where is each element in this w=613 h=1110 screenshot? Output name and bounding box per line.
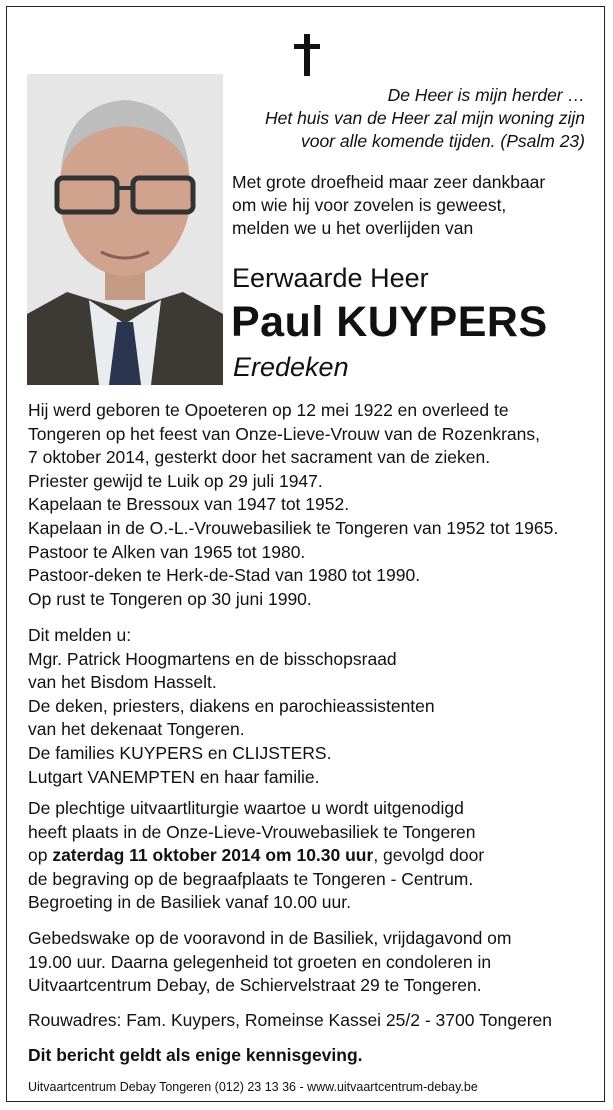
announcer-line: Lutgart VANEMPTEN en haar familie. bbox=[28, 766, 320, 787]
intro-text bbox=[232, 171, 545, 240]
announcer-line: De deken, priesters, diakens en parochieassistenten bbox=[28, 695, 435, 716]
wake-details bbox=[28, 927, 512, 998]
funeral-line: De plechtige uitvaartliturgie waartoe u wordt uitgenodigd bbox=[28, 798, 464, 818]
funeral-line: heeft plaats in de Onze-Lieve-Vrouwebasiliek te Tongeren bbox=[28, 821, 476, 842]
cross-icon bbox=[292, 34, 322, 76]
biography-line: Tongeren op het feest van Onze-Lieve-Vrouw van de Rozenkrans, bbox=[28, 423, 541, 444]
announcer-line: Dit melden u: bbox=[28, 625, 132, 645]
funeral-details bbox=[28, 797, 484, 915]
announcers bbox=[28, 624, 435, 789]
psalm-line: Het huis van de Heer zal mijn woning zijn bbox=[264, 108, 585, 128]
notice-text: Dit bericht geldt als enige kennisgeving. bbox=[28, 1045, 363, 1065]
intro-line: om wie hij voor zovelen is geweest, bbox=[232, 195, 507, 215]
wake-line: Gebedswake op de vooravond in de Basiliek, vrijdagavond om bbox=[28, 928, 512, 948]
intro-line: melden we u het overlijden van bbox=[232, 218, 474, 238]
wake-line: Uitvaartcentrum Debay, de Schiervelstraat 29 te Tongeren. bbox=[28, 975, 482, 996]
announcer-line: Mgr. Patrick Hoogmartens en de bisschopsraad bbox=[28, 648, 397, 669]
funeral-line: Begroeting in de Basiliek vanaf 10.00 uur. bbox=[28, 892, 351, 913]
biography-line: Kapelaan te Bressoux van 1947 tot 1952. bbox=[28, 494, 350, 515]
funeral-prefix: op bbox=[28, 845, 53, 866]
deceased-title: Eerwaarde Heer bbox=[232, 263, 429, 293]
mourning-address: Rouwadres: Fam. Kuypers, Romeinse Kassei 25/2 - 3700 Tongeren bbox=[28, 1010, 552, 1030]
funeral-suffix: , gevolgd door bbox=[373, 845, 485, 866]
deceased-name: Paul KUYPERS bbox=[231, 298, 548, 346]
portrait-photo bbox=[27, 74, 223, 385]
funeral-line bbox=[28, 844, 484, 868]
biography-line: Priester gewijd te Luik op 29 juli 1947. bbox=[28, 470, 323, 491]
announcer-line: van het Bisdom Hasselt. bbox=[28, 672, 217, 693]
psalm-line: De Heer is mijn herder … bbox=[387, 85, 585, 105]
psalm-line: voor alle komende tijden. (Psalm 23) bbox=[300, 131, 585, 151]
intro-line: Met grote droefheid maar zeer dankbaar bbox=[232, 172, 546, 192]
deceased-role: Eredeken bbox=[233, 352, 349, 382]
biography-line: Kapelaan in de O.-L.-Vrouwebasiliek te Tongeren van 1952 tot 1965. bbox=[28, 517, 559, 538]
announcer-line: De families KUYPERS en CLIJSTERS. bbox=[28, 742, 332, 763]
biography-line: 7 oktober 2014, gesterkt door het sacrament van de zieken. bbox=[28, 447, 491, 468]
announcer-line: van het dekenaat Tongeren. bbox=[28, 719, 245, 740]
biography bbox=[28, 399, 558, 611]
footer-contact: Uitvaartcentrum Debay Tongeren (012) 23 13 36 - www.uitvaartcentrum-debay.be bbox=[28, 1080, 478, 1094]
wake-line: 19.00 uur. Daarna gelegenheid tot groeten en condoleren in bbox=[28, 951, 492, 972]
psalm-quote bbox=[265, 84, 585, 153]
funeral-line: de begraving op de begraafplaats te Tongeren - Centrum. bbox=[28, 868, 474, 889]
biography-line: Pastoor te Alken van 1965 tot 1980. bbox=[28, 541, 306, 562]
biography-line: Op rust te Tongeren op 30 juni 1990. bbox=[28, 588, 312, 609]
biography-line: Pastoor-deken te Herk-de-Stad van 1980 tot 1990. bbox=[28, 565, 421, 586]
funeral-date: zaterdag 11 oktober 2014 om 10.30 uur bbox=[52, 845, 374, 866]
biography-line: Hij werd geboren te Opoeteren op 12 mei 1922 en overleed te bbox=[28, 400, 509, 420]
